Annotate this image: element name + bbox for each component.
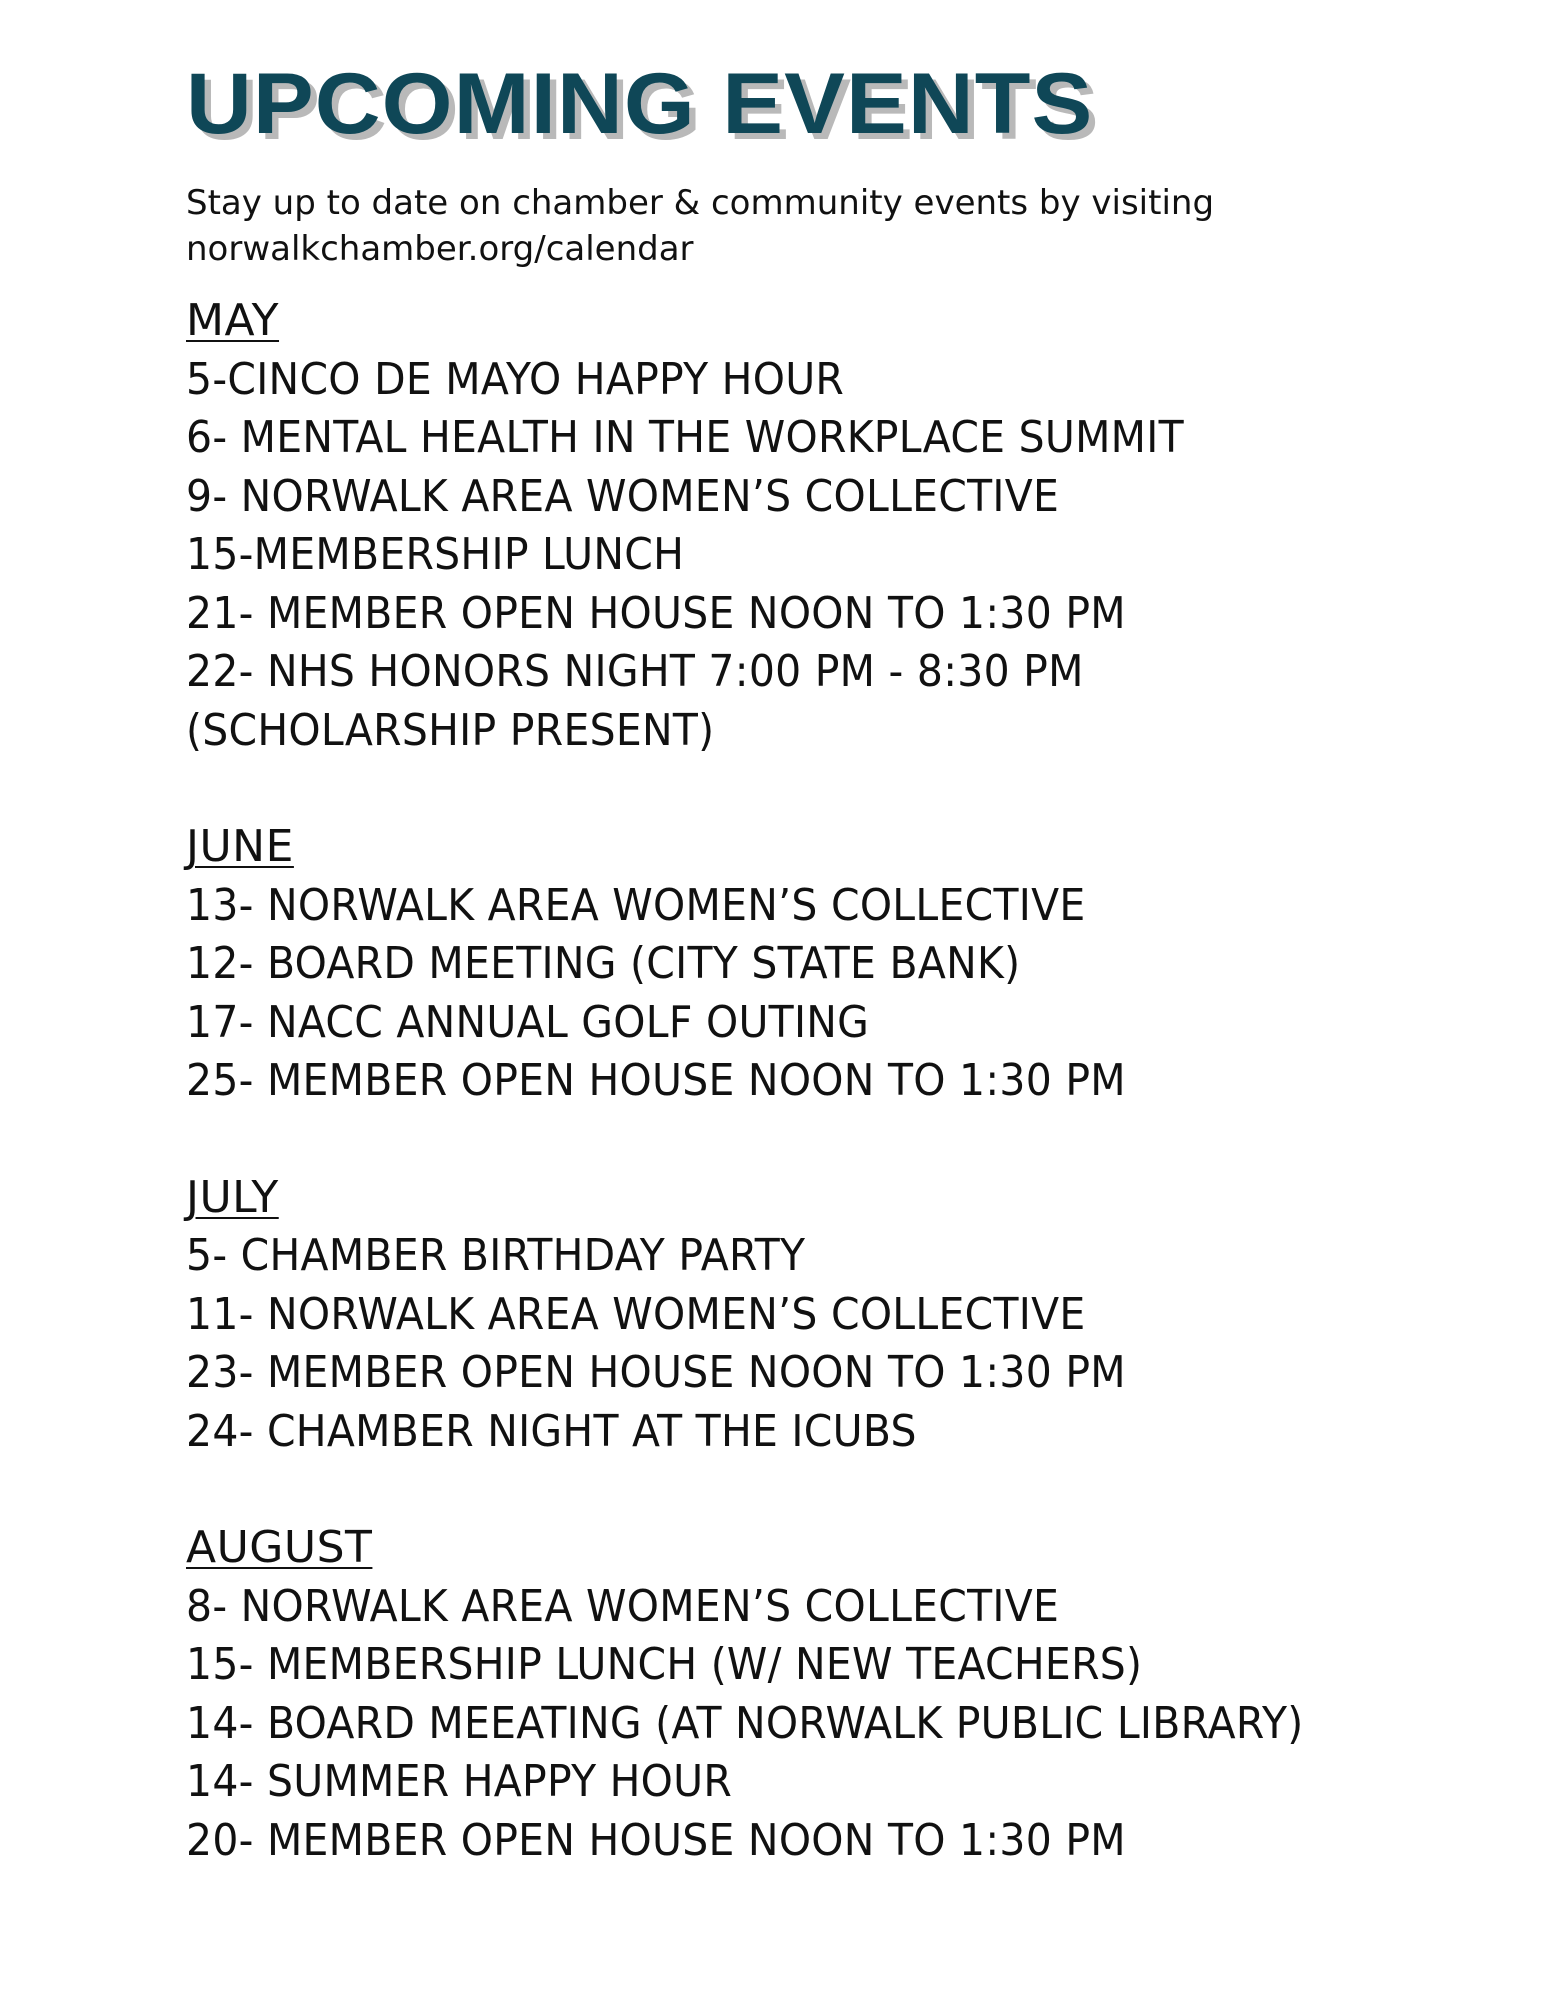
month-heading: JUNE xyxy=(186,821,294,872)
calendar-url: norwalkchamber.org/calendar xyxy=(186,229,694,269)
month-heading: AUGUST xyxy=(186,1522,373,1573)
months-list xyxy=(186,292,1486,1870)
event-item: 8- NORWALK AREA WOMEN’S COLLECTIVE xyxy=(186,1580,1060,1632)
page-title: UPCOMING EVENTS xyxy=(186,56,1094,152)
event-item: 14- SUMMER HAPPY HOUR xyxy=(186,1756,733,1807)
event-item: 13- NORWALK AREA WOMEN’S COLLECTIVE xyxy=(186,879,1086,931)
event-item: 23- MEMBER OPEN HOUSE NOON TO 1:30 PM xyxy=(186,1347,1126,1398)
month-august xyxy=(186,1519,1486,1870)
event-list xyxy=(186,877,1486,1111)
event-item: 17- NACC ANNUAL GOLF OUTING xyxy=(186,996,870,1048)
event-item: 9- NORWALK AREA WOMEN’S COLLECTIVE xyxy=(186,470,1060,522)
event-item: 20- MEMBER OPEN HOUSE NOON TO 1:30 PM xyxy=(186,1814,1126,1866)
event-list xyxy=(186,1578,1486,1871)
subtitle-line-1: Stay up to date on chamber & community events by visiting xyxy=(186,183,1215,223)
event-item: 24- CHAMBER NIGHT AT THE ICUBS xyxy=(186,1405,917,1457)
event-item: 11- NORWALK AREA WOMEN’S COLLECTIVE xyxy=(186,1288,1086,1340)
event-item: 6- MENTAL HEALTH IN THE WORKPLACE SUMMIT xyxy=(186,412,1184,463)
month-july xyxy=(186,1169,1486,1462)
month-heading: MAY xyxy=(186,295,280,346)
event-item: 14- BOARD MEEATING (AT NORWALK PUBLIC LIBRARY) xyxy=(186,1697,1304,1749)
month-june xyxy=(186,818,1486,1111)
event-item: 5-CINCO DE MAYO HAPPY HOUR xyxy=(186,353,845,405)
event-list xyxy=(186,1227,1486,1461)
events-page xyxy=(186,58,1486,1928)
event-item: 12- BOARD MEETING (CITY STATE BANK) xyxy=(186,938,1021,989)
event-list xyxy=(186,351,1486,761)
event-item: 15- MEMBERSHIP LUNCH (W/ NEW TEACHERS) xyxy=(186,1639,1143,1690)
month-may xyxy=(186,292,1486,760)
subtitle xyxy=(186,180,1486,272)
event-item: 25- MEMBER OPEN HOUSE NOON TO 1:30 PM xyxy=(186,1055,1126,1106)
event-item: 15-MEMBERSHIP LUNCH xyxy=(186,529,685,580)
month-heading: JULY xyxy=(186,1171,279,1223)
event-item: 22- NHS HONORS NIGHT 7:00 PM - 8:30 PM (SCHOLARSHIP PRESENT) xyxy=(186,646,1084,756)
event-item: 21- MEMBER OPEN HOUSE NOON TO 1:30 PM xyxy=(186,587,1126,639)
event-item: 5- CHAMBER BIRTHDAY PARTY xyxy=(186,1230,806,1281)
